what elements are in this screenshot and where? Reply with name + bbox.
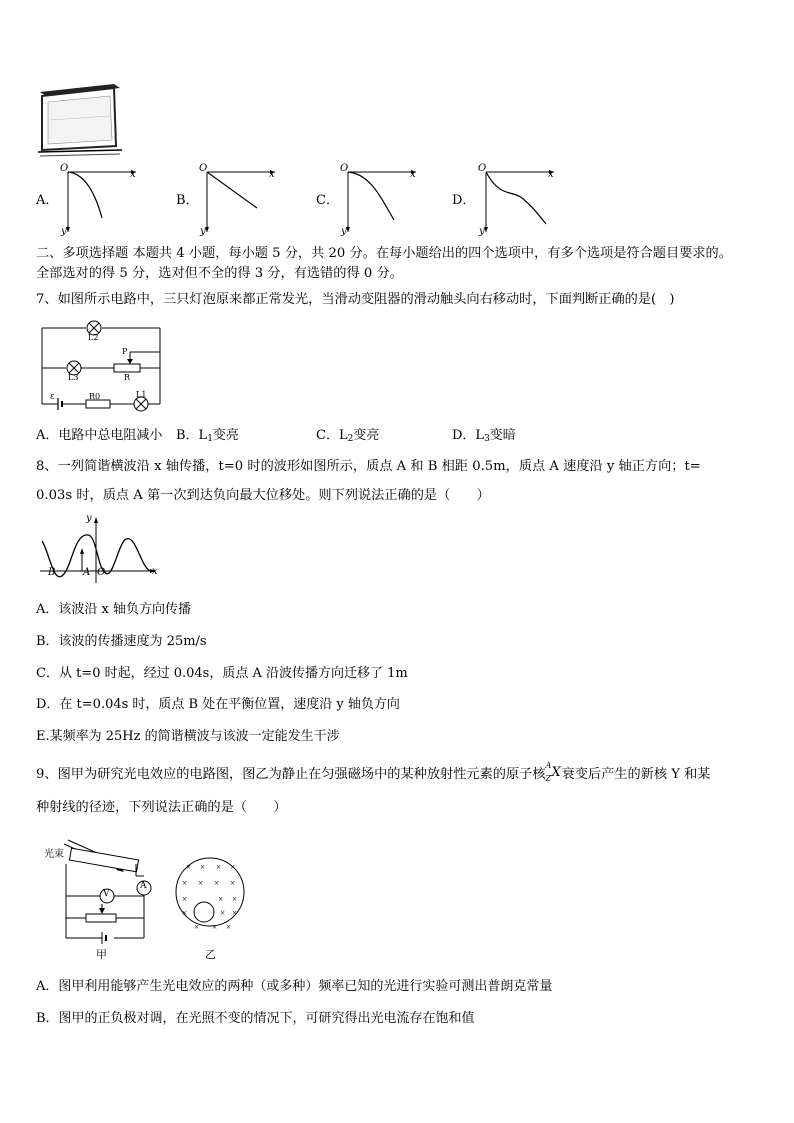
q6-c-x: x (410, 169, 416, 180)
svg-text:×: × (200, 862, 206, 872)
q6-d-x: x (548, 169, 554, 180)
q6-a-x: x (130, 169, 136, 180)
q9-figure-yi (172, 852, 248, 942)
svg-text:×: × (226, 922, 232, 932)
q7-option-a[interactable]: A．电路中总电阻减小 (36, 428, 163, 443)
q7-label-l2: L2 (88, 333, 99, 342)
q6-option-d-graph (478, 164, 558, 236)
svg-text:×: × (232, 894, 238, 904)
q8-option-e[interactable]: E.某频率为 25Hz 的简谐横波与该波一定能发生干涉 (36, 729, 340, 744)
q8-option-b[interactable]: B．该波的传播速度为 25m/s (36, 634, 207, 649)
svg-text:×: × (216, 862, 222, 872)
q7-label-r: R (124, 373, 131, 382)
q6-option-a-graph (60, 164, 140, 236)
q6-option-c-label[interactable]: C． (316, 193, 339, 208)
svg-text:×: × (182, 908, 188, 918)
q9-option-b[interactable]: B．图甲的正负极对调，在光照不变的情况下，可研究得出光电流存在饱和值 (36, 1011, 475, 1026)
q7-circuit-diagram (36, 318, 166, 414)
q6-option-c-graph (340, 164, 420, 236)
q6-d-origin: O (478, 163, 487, 174)
q9-label-jia: 甲 (96, 948, 107, 961)
q8-option-c[interactable]: C．从 t=0 时起，经过 0.04s，质点 A 沿波传播方向迁移了 1m (36, 666, 408, 681)
svg-text:×: × (198, 878, 204, 888)
svg-text:×: × (186, 862, 192, 872)
svg-text:×: × (218, 894, 224, 904)
q6-a-origin: O (60, 163, 69, 174)
q7-stem: 7、如图所示电路中，三只灯泡原来都正常发光，当滑动变阻器的滑动触头向右移动时，下面判断正确的是( ) (36, 292, 675, 307)
svg-text:×: × (232, 908, 238, 918)
svg-text:×: × (230, 862, 236, 872)
q7-label-l1: L1 (136, 390, 147, 399)
q7-option-b[interactable]: B．$L_1$变亮 (176, 428, 239, 444)
q6-option-b-graph (199, 164, 279, 236)
q6-b-x: x (269, 169, 275, 180)
q7-label-emf: ε (50, 392, 55, 402)
q6-b-y: y (200, 226, 206, 237)
q9-option-a[interactable]: A．图甲利用能够产生光电效应的两种（或多种）频率已知的光进行实验可测出普朗克常量 (36, 979, 553, 994)
svg-text:×: × (230, 878, 236, 888)
q9-label-a: A (140, 881, 147, 891)
q8-option-a[interactable]: A．该波沿 x 轴负方向传播 (36, 602, 191, 617)
q9-label-light: 光束 (44, 849, 64, 860)
q8-label-y: y (86, 513, 92, 524)
q7-label-r0: R0 (89, 392, 101, 401)
section-2-instructions-line2: 全部选对的得 5 分，选对但不全的得 3 分，有选错的得 0 分。 (36, 266, 403, 281)
q8-label-a: A (83, 567, 91, 578)
q8-option-d[interactable]: D．在 t=0.04s 时，质点 B 处在平衡位置，速度沿 y 轴负方向 (36, 697, 400, 712)
q8-stem-line1: 8、一列简谐横波沿 x 轴传播，t=0 时的波形如图所示，质点 A 和 B 相距 0.5m，质点 A 速度沿 y 轴正方向；t= (36, 459, 701, 474)
q9-label-v: V (103, 889, 110, 899)
q5-figure-fragment (36, 80, 126, 158)
q9-stem-line2: 种射线的径迹，下列说法正确的是（ ） (36, 800, 287, 815)
q6-a-y: y (61, 226, 67, 237)
q6-option-b-label[interactable]: B． (176, 193, 199, 208)
q8-label-o: O (97, 567, 106, 578)
svg-text:×: × (194, 922, 200, 932)
section-2-instructions-line1: 二、多项选择题 本题共 4 小题，每小题 5 分，共 20 分。在每小题给出的四个选项中，有多个选项是符合题目要求的。 (36, 246, 732, 261)
q6-option-d-label[interactable]: D． (452, 193, 476, 208)
q6-option-a-label[interactable]: A． (36, 193, 59, 208)
q7-option-c[interactable]: C．$L_2$变亮 (316, 428, 380, 444)
q8-label-b: B (48, 567, 56, 578)
svg-text:×: × (220, 908, 226, 918)
svg-text:×: × (212, 922, 218, 932)
q8-label-x: x (152, 566, 158, 577)
q8-stem-line2: 0.03s 时，质点 A 第一次到达负向最大位移处。则下列说法正确的是（ ） (36, 488, 490, 503)
q6-b-origin: O (199, 163, 208, 174)
q7-option-d[interactable]: D．$L_3$变暗 (452, 428, 516, 444)
svg-text:×: × (182, 878, 188, 888)
q6-d-y: y (479, 226, 485, 237)
q9-stem-line1: 9、图甲为研究光电效应的电路图，图乙为静止在匀强磁场中的某种放射性元素的原子核 A Z X 衰变后产生的新核 Y 和某 (36, 761, 711, 783)
svg-text:×: × (214, 878, 220, 888)
q6-c-origin: O (340, 163, 349, 174)
q7-label-p: P (122, 347, 128, 356)
q6-c-y: y (341, 226, 347, 237)
svg-text:×: × (182, 894, 188, 904)
q9-label-yi: 乙 (205, 948, 216, 961)
q7-label-l3: L3 (68, 373, 79, 382)
